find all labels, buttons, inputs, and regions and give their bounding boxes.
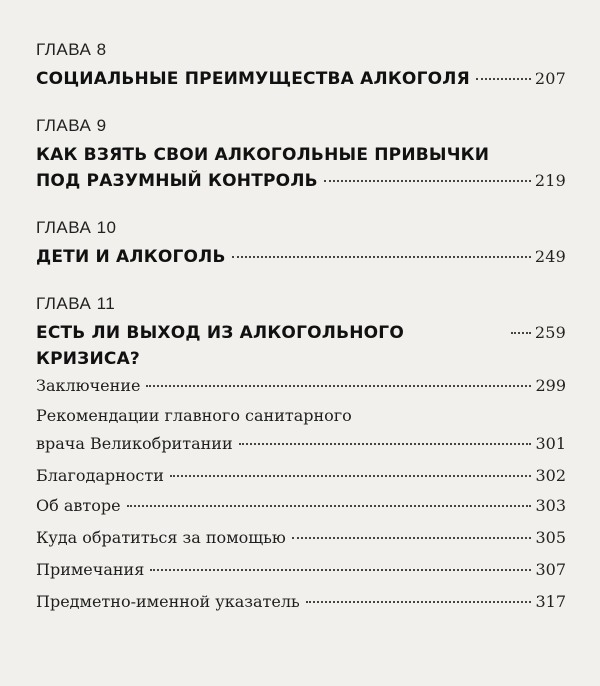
entry-title: Благодарности <box>36 466 164 485</box>
page-number: 301 <box>535 434 566 453</box>
chapter-label: ГЛАВА 8 <box>36 40 107 59</box>
dot-leader <box>150 569 531 571</box>
entry-title-row <box>36 432 566 456</box>
chapter-label: ГЛАВА 11 <box>36 294 116 313</box>
toc-entry-where-to-get-help <box>36 526 566 550</box>
toc-entry-recommendations <box>36 404 566 456</box>
chapter-title-row <box>36 320 566 372</box>
chapter-title: ЕСТЬ ЛИ ВЫХОД ИЗ АЛКОГОЛЬНОГО КРИЗИСА? <box>36 323 404 369</box>
page-number: 259 <box>534 323 566 342</box>
entry-title: Куда обратиться за помощью <box>36 528 286 547</box>
dot-leader <box>476 78 531 80</box>
chapter-label: ГЛАВА 9 <box>36 116 107 135</box>
entry-title: Заключение <box>36 376 141 395</box>
chapter-title: СОЦИАЛЬНЫЕ ПРЕИМУЩЕСТВА АЛКОГОЛЯ <box>36 69 470 89</box>
entry-title: Об авторе <box>36 496 121 515</box>
entry-title: Примечания <box>36 560 145 579</box>
toc-entry-about-author <box>36 494 566 518</box>
chapter-title-row <box>36 66 566 92</box>
page-number: 305 <box>535 528 566 547</box>
dot-leader <box>239 443 532 445</box>
chapter-title-line-2: ПОД РАЗУМНЫЙ КОНТРОЛЬ <box>36 171 318 191</box>
page-number: 299 <box>535 376 566 395</box>
page-number: 302 <box>535 466 566 485</box>
chapter-title: ДЕТИ И АЛКОГОЛЬ <box>36 247 226 267</box>
toc-entry-conclusion <box>36 374 566 398</box>
page-number: 317 <box>535 592 566 611</box>
toc-chapter-11 <box>36 294 566 372</box>
dot-leader <box>170 475 532 477</box>
dot-leader <box>324 180 531 182</box>
toc-chapter-10 <box>36 218 566 270</box>
dot-leader <box>292 537 532 539</box>
entry-title-line-2: врача Великобритании <box>36 434 233 453</box>
page-number: 219 <box>534 171 566 190</box>
toc-entry-acknowledgements <box>36 464 566 488</box>
dot-leader <box>127 505 532 507</box>
page-number: 249 <box>534 247 566 266</box>
toc-entry-notes <box>36 558 566 582</box>
entry-title-line-1: Рекомендации главного санитарного <box>36 406 352 425</box>
page-number: 207 <box>534 69 566 88</box>
dot-leader <box>232 256 531 258</box>
toc-chapter-8 <box>36 40 566 92</box>
page-number: 307 <box>535 560 566 579</box>
chapter-title-row <box>36 168 566 194</box>
toc-chapter-9 <box>36 116 566 194</box>
entry-title: Предметно-именной указатель <box>36 592 300 611</box>
dot-leader <box>146 385 531 387</box>
chapter-title-row <box>36 244 566 270</box>
chapter-title-line-1: КАК ВЗЯТЬ СВОИ АЛКОГОЛЬНЫЕ ПРИВЫЧКИ <box>36 145 490 165</box>
toc-entry-index <box>36 590 566 614</box>
dot-leader <box>306 601 532 603</box>
page-number: 303 <box>535 496 566 515</box>
chapter-label: ГЛАВА 10 <box>36 218 117 237</box>
dot-leader <box>511 332 531 334</box>
